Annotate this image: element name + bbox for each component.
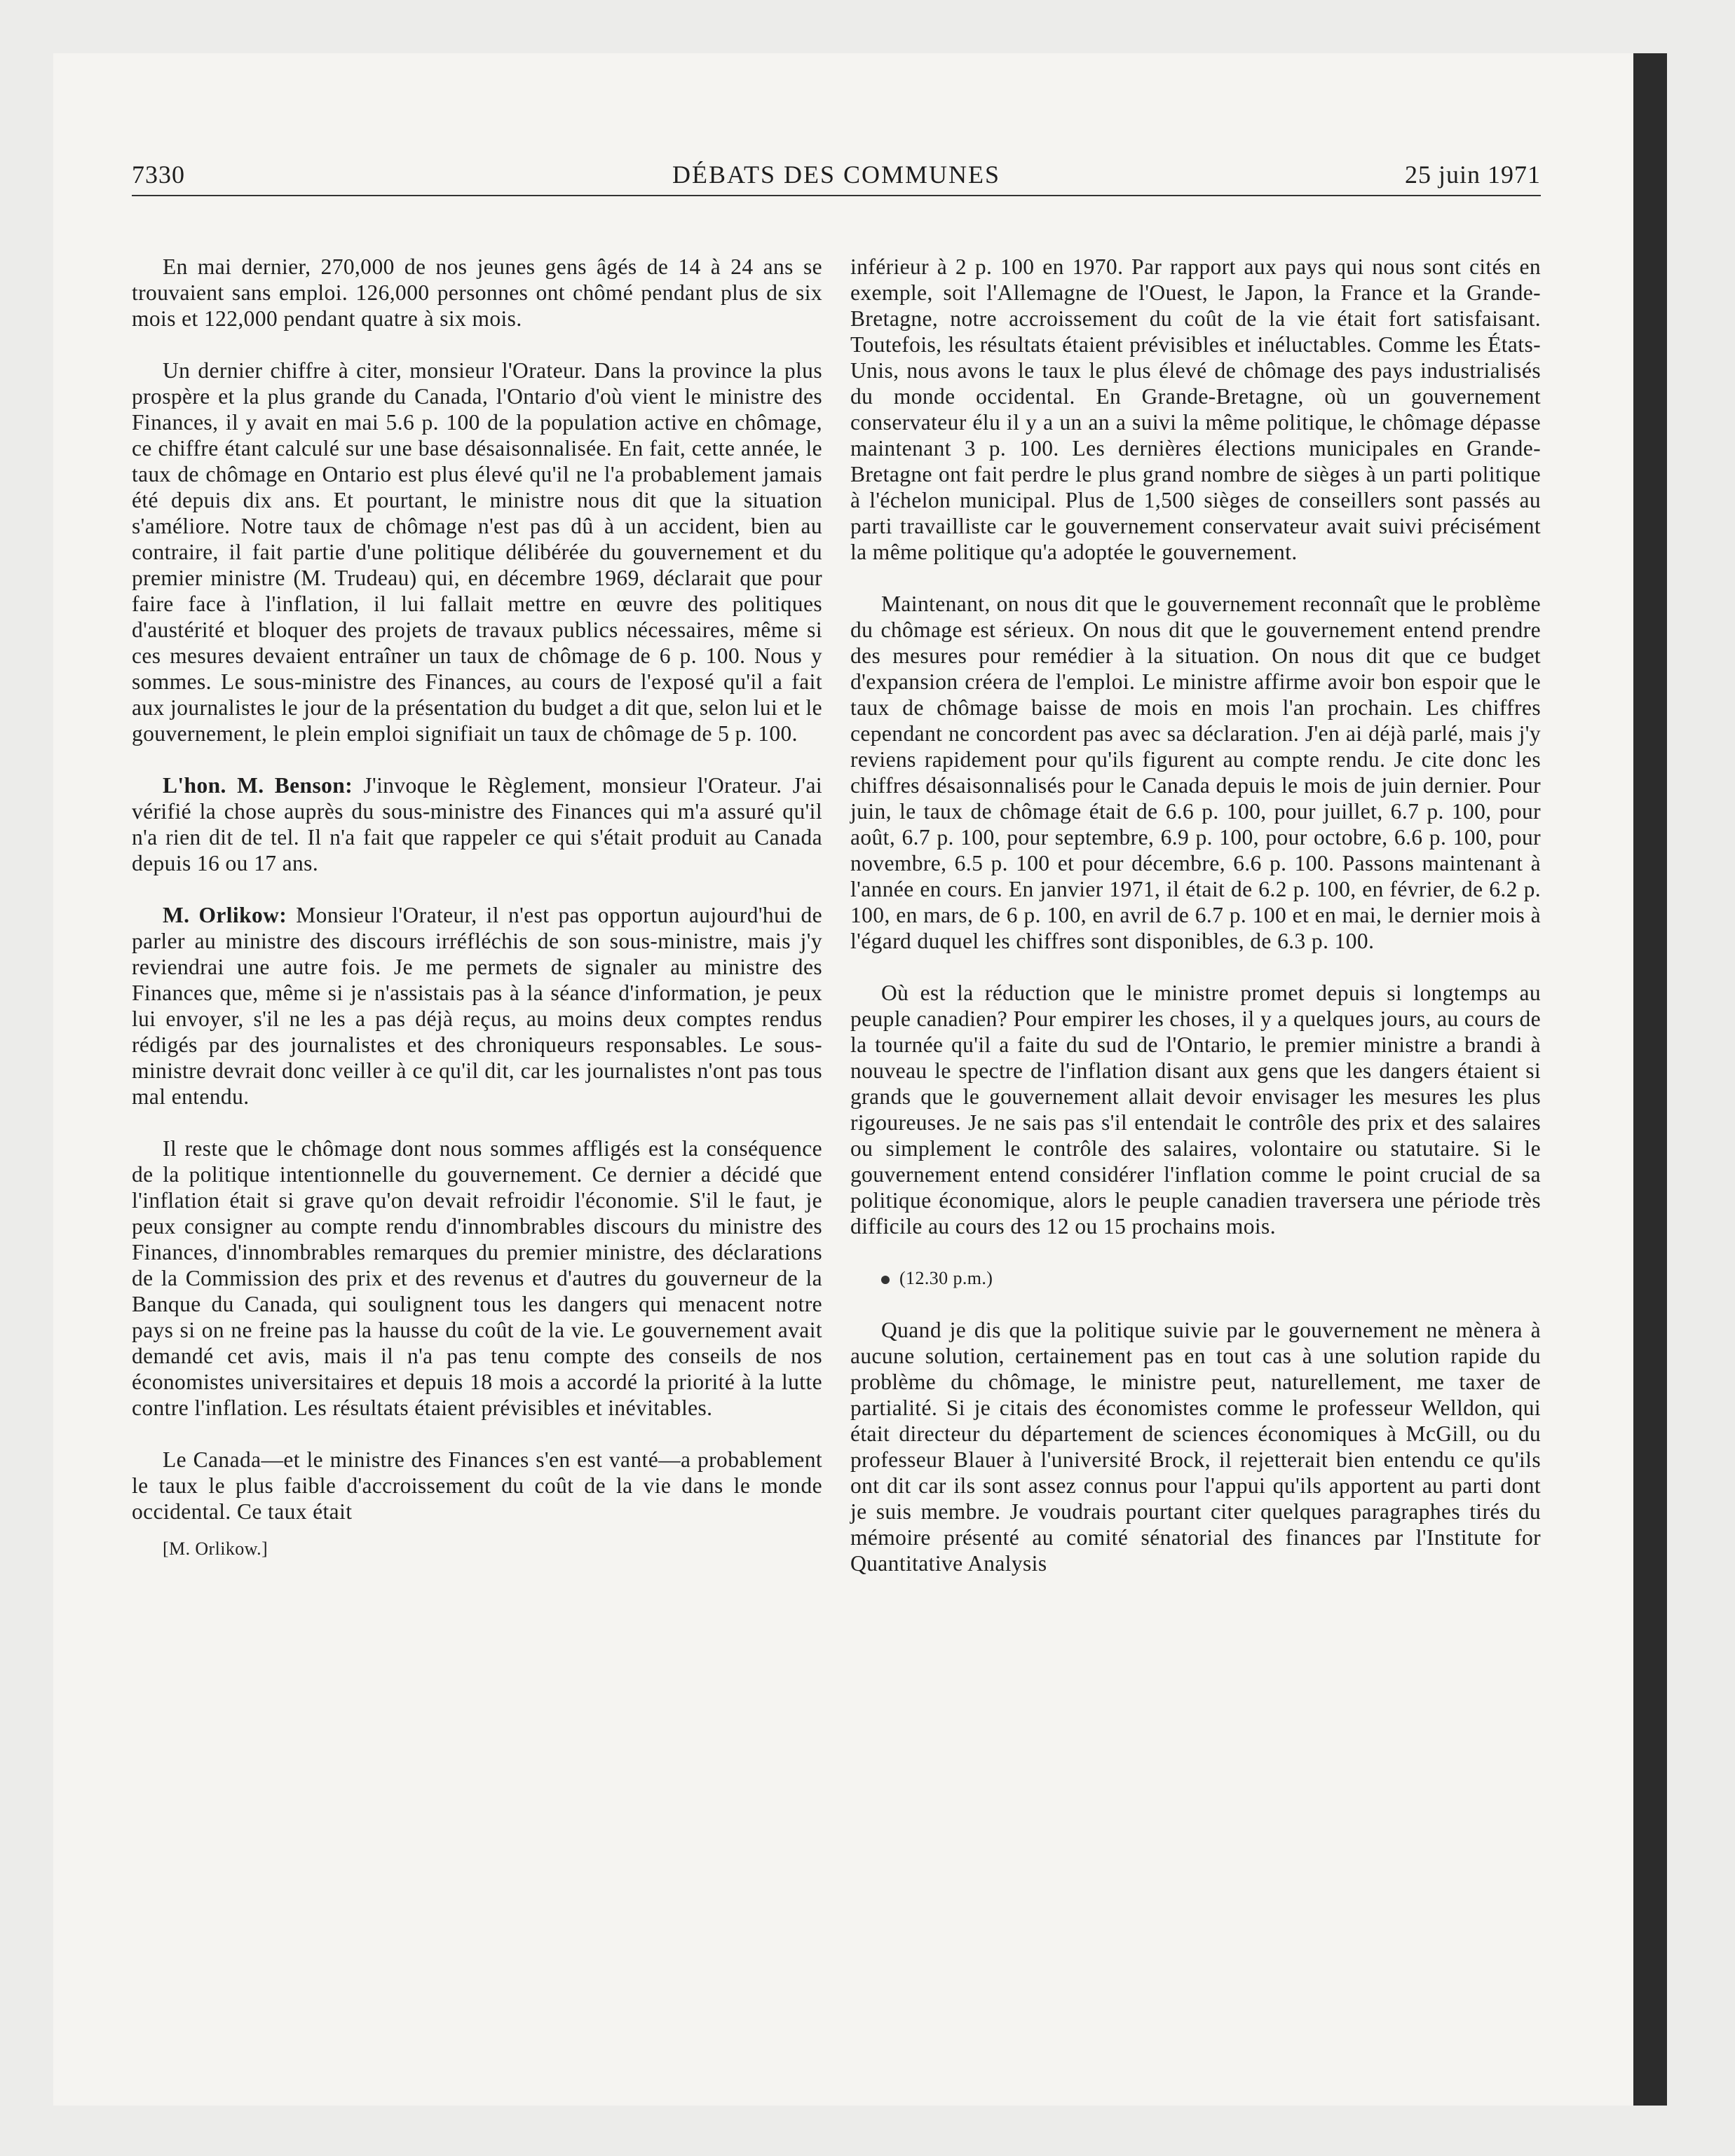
paragraph: Où est la réduction que le ministre promet depuis si longtemps au peuple canadien? Pour empirer les choses, il y a quelques jours, au cours de la tournée qu'il a faite du sud de l'Ontario, le premier ministre a brandi à nouveau le spectre de l'inflation disant aux gens que les dangers étaient si grands que le gouvernement allait devoir envisager les mesures les plus rigoureuses. Je ne sais pas s'il entendait le contrôle des prix et des salaires ou simplement le contrôle des salaires, volontaire ou statutaire. Si le gouvernement entend considérer l'inflation comme le point crucial de sa politique économique, alors le peuple canadien traversera une période très difficile au cours des 12 ou 15 prochains mois. (850, 981, 1541, 1239)
paragraph: Le Canada—et le ministre des Finances s'en est vanté—a probablement le taux le plus faible d'accroissement du coût de la vie dans le monde occidental. Ce taux était (132, 1447, 822, 1524)
page-number: 7330 (132, 161, 185, 189)
paragraph: Il reste que le chômage dont nous sommes affligés est la conséquence de la politique intentionnelle du gouvernement. Ce dernier a décidé que l'inflation était si grave qu'on devait refroidir l'économie. S'il le faut, je peux consigner au compte rendu d'innombrables discours du ministre des Finances, d'innombrables remarques du premier ministre, des déclarations de la Commission des prix et des revenus et d'autres du gouverneur de la Banque du Canada, qui soulignent tous les dangers qui menacent notre pays si on ne freine pas la hausse du coût de la vie. Le gouvernement avait demandé cet avis, mais il n'a pas tenu compte des conseils de nos économistes universitaires et depuis 18 mois a accordé la priorité à la lutte contre l'inflation. Les résultats étaient prévisibles et inévitables. (132, 1136, 822, 1420)
paragraph: Quand je dis que la politique suivie par le gouvernement ne mènera à aucune solution, certainement pas en tout cas à une solution rapide du problème du chômage, le ministre peut, naturellement, me taxer de partialité. Si je citais des économistes comme le professeur Welldon, qui était directeur du département de sciences économiques à McGill, ou du professeur Blauer à l'université Brock, il rejetterait bien entendu ce qu'ils ont dit car ils sont assez connus pour l'appui qu'ils apportent au parti dont je suis membre. Je voudrais pourtant citer quelques paragraphes tirés du mémoire présenté au comité sénatorial des finances par l'Institute for Quantitative Analysis (850, 1318, 1541, 1576)
speech-text: J'invoque le Règlement, monsieur l'Orateur. J'ai vérifié la chose auprès du sous-ministre des Finances qui m'a assuré qu'il n'a rien dit de tel. Il n'a fait que rappeler ce qui s'était produit au Canada depuis 16 ou 17 ans. (132, 773, 823, 875)
speaker-credit: [M. Orlikow.] (163, 1538, 268, 1559)
left-column (132, 254, 822, 1562)
timestamp-text: (12.30 p.m.) (899, 1268, 993, 1288)
speech-paragraph (132, 902, 822, 1110)
bullet-icon (881, 1276, 890, 1284)
speech-paragraph (132, 772, 822, 876)
paragraph: Maintenant, on nous dit que le gouvernement reconnaît que le problème du chômage est sérieux. On nous dit que le gouvernement entend prendre des mesures pour remédier à la situation. On nous dit que ce budget d'expansion créera de l'emploi. Le ministre affirme avoir bon espoir que le taux de chômage baisse de mois en mois l'an prochain. Les chiffres cependant ne concordent pas avec sa déclaration. J'en ai déjà parlé, mais j'y reviens rapidement pour qu'ils figurent au compte rendu. Je cite donc les chiffres désaisonnalisés pour le Canada depuis le mois de juin dernier. Pour juin, le taux de chômage était de 6.6 p. 100, pour juillet, 6.7 p. 100, pour août, 6.7 p. 100, pour septembre, 6.9 p. 100, pour octobre, 6.6 p. 100, pour novembre, 6.5 p. 100 et pour décembre, 6.6 p. 100. Passons maintenant à l'année en cours. En janvier 1971, il était de 6.2 p. 100, en février, de 6.2 p. 100, en mars, de 6 p. 100, en avril de 6.7 p. 100 et en mai, le dernier mois à l'égard duquel les chiffres sont disponibles, de 6.3 p. 100. (850, 592, 1541, 953)
paragraph: En mai dernier, 270,000 de nos jeunes gens âgés de 14 à 24 ans se trouvaient sans emploi. 126,000 personnes ont chômé pendant plus de six mois et 122,000 pendant quatre à six mois. (132, 254, 822, 331)
speaker-name: L'hon. M. Benson: (163, 773, 353, 798)
speech-text: Monsieur l'Orateur, il n'est pas opportun aujourd'hui de parler au ministre des discours irréfléchis de son sous-ministre, mais j'y reviendrai une autre fois. Je me permets de signaler au ministre des Finances que, même si je n'assistais pas à la séance d'information, je peux lui envoyer, s'il ne les a pas déjà reçus, au moins deux comptes rendus rédigés par des journalistes et des chroniqueurs responsables. Le sous-ministre devrait donc veiller à ce qu'il dit, car les journalistes n'ont pas tous mal entendu. (132, 903, 822, 1109)
scan-edge-bar (1633, 53, 1667, 2106)
timestamp (850, 1265, 1541, 1291)
paragraph: Un dernier chiffre à citer, monsieur l'Orateur. Dans la province la plus prospère et la plus grande du Canada, l'Ontario d'où vient le ministre des Finances, il y avait en mai 5.6 p. 100 de la population active en chômage, ce chiffre étant calculé sur une base désaisonnalisée. En fait, cette année, le taux de chômage en Ontario est plus élevé qu'il ne l'a probablement jamais été depuis dix ans. Et pourtant, le ministre nous dit que la situation s'améliore. Notre taux de chômage n'est pas dû à un accident, bien au contraire, il fait partie d'une politique délibérée du gouvernement et du premier ministre (M. Trudeau) qui, en décembre 1969, déclarait que pour faire face à l'inflation, il lui fallait mettre en œuvre des politiques d'austérité et bloquer des projets de travaux publics nécessaires, même si ces mesures devaient entraîner un taux de chômage de 6 p. 100. Nous y sommes. Le sous-ministre des Finances, au cours de l'exposé qu'il a fait aux journalistes le jour de la présentation du budget a dit que, selon lui et le gouvernement, le plein emploi signifiait un taux de chômage de 5 p. 100. (132, 358, 822, 746)
speaker-name: M. Orlikow: (163, 903, 287, 927)
page-header (132, 158, 1541, 196)
publication-title: DÉBATS DES COMMUNES (672, 161, 1001, 189)
right-column (850, 254, 1541, 1602)
page-date: 25 juin 1971 (1404, 161, 1541, 189)
paragraph: inférieur à 2 p. 100 en 1970. Par rapport aux pays qui nous sont cités en exemple, soit l'Allemagne de l'Ouest, le Japon, la France et la Grande-Bretagne, notre accroissement du coût de la vie était fort satisfaisant. Toutefois, les résultats étaient prévisibles et inéluctables. Comme les États-Unis, nous avons le taux le plus élevé de chômage des pays industrialisés du monde occidental. En Grande-Bretagne, où un gouvernement conservateur élu il y a un an a suivi la même politique, le chômage dépasse maintenant 3 p. 100. Les dernières élections municipales en Grande-Bretagne ont fait perdre le plus grand nombre de sièges à un parti politique à l'échelon municipal. Plus de 1,500 sièges de conseillers sont passés au parti travailliste car le gouvernement conservateur avait suivi précisément la même politique qu'a adoptée le gouvernement. (850, 254, 1541, 564)
